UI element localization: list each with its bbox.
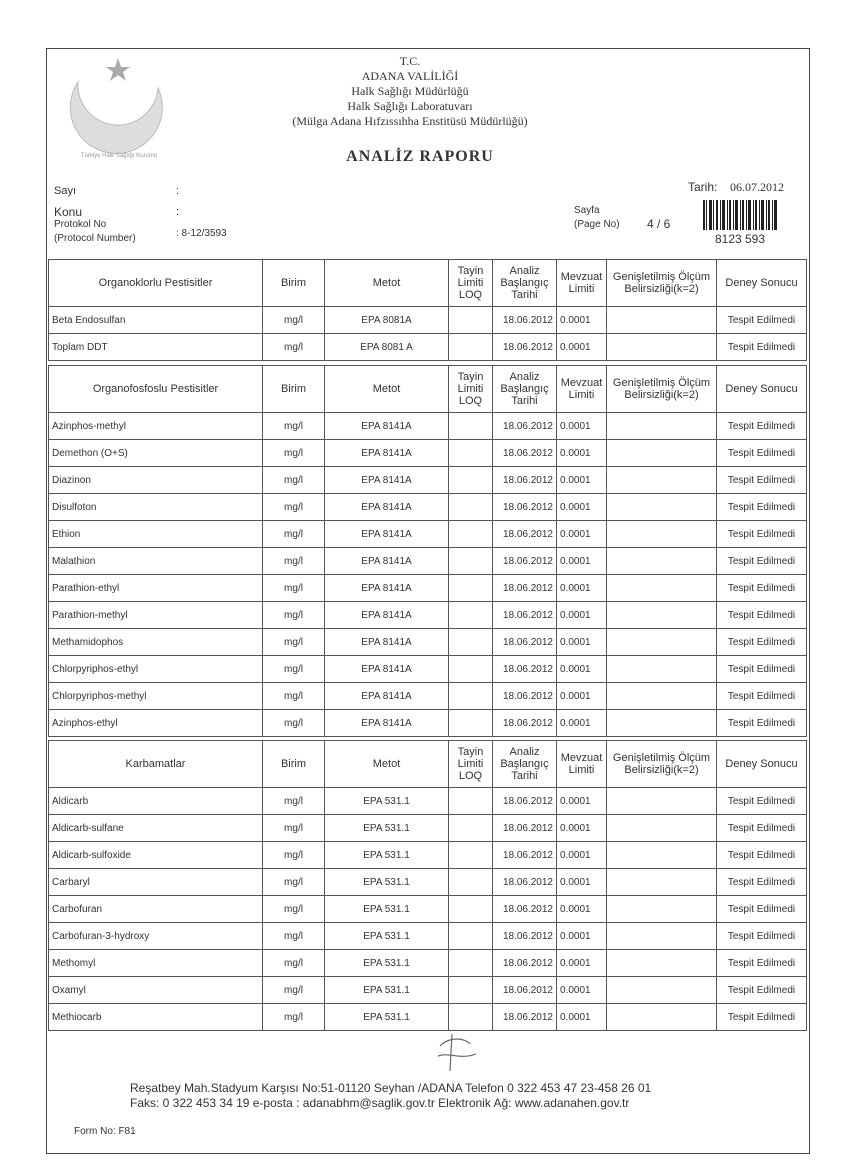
cell-loq <box>449 494 493 521</box>
cell-loq <box>449 869 493 896</box>
section-header-row <box>49 260 807 307</box>
cell-limit: 0.0001 <box>557 602 607 629</box>
cell-method: EPA 8141A <box>325 602 449 629</box>
cell-unit: mg/l <box>263 896 325 923</box>
cell-loq <box>449 307 493 334</box>
column-header-tayin: Tayin Limiti LOQ <box>449 741 493 788</box>
cell-method: EPA 531.1 <box>325 977 449 1004</box>
cell-result: Tespit Edilmedi <box>717 788 807 815</box>
cell-unit: mg/l <box>263 494 325 521</box>
cell-limit: 0.0001 <box>557 494 607 521</box>
table-row <box>49 440 807 467</box>
cell-limit: 0.0001 <box>557 413 607 440</box>
column-header-deney: Deney Sonucu <box>717 366 807 413</box>
cell-loq <box>449 629 493 656</box>
cell-method: EPA 531.1 <box>325 923 449 950</box>
cell-unc <box>607 494 717 521</box>
konu-label: Konu <box>54 205 83 219</box>
table-row <box>49 977 807 1004</box>
cell-loq <box>449 334 493 361</box>
cell-unit: mg/l <box>263 788 325 815</box>
cell-loq <box>449 710 493 737</box>
cell-method: EPA 8141A <box>325 629 449 656</box>
table-row <box>49 307 807 334</box>
cell-unc <box>607 467 717 494</box>
cell-unit: mg/l <box>263 548 325 575</box>
cell-unc <box>607 815 717 842</box>
sayfa-label: Sayfa <box>574 205 600 216</box>
cell-result: Tespit Edilmedi <box>717 1004 807 1031</box>
cell-unc <box>607 683 717 710</box>
cell-limit: 0.0001 <box>557 923 607 950</box>
cell-unc <box>607 923 717 950</box>
cell-loq <box>449 440 493 467</box>
cell-method: EPA 8141A <box>325 656 449 683</box>
cell-result: Tespit Edilmedi <box>717 950 807 977</box>
cell-loq <box>449 896 493 923</box>
cell-name: Beta Endosulfan <box>49 307 263 334</box>
table-row <box>49 896 807 923</box>
column-header-birim: Birim <box>263 741 325 788</box>
cell-unc <box>607 656 717 683</box>
protokol-label: Protokol No <box>54 219 107 230</box>
cell-limit: 0.0001 <box>557 683 607 710</box>
cell-limit: 0.0001 <box>557 710 607 737</box>
sayi-colon: : <box>176 185 180 197</box>
cell-result: Tespit Edilmedi <box>717 334 807 361</box>
cell-limit: 0.0001 <box>557 788 607 815</box>
cell-date: 18.06.2012 <box>493 977 557 1004</box>
cell-unc <box>607 334 717 361</box>
cell-unit: mg/l <box>263 521 325 548</box>
cell-method: EPA 8141A <box>325 440 449 467</box>
cell-method: EPA 8141A <box>325 494 449 521</box>
header-line-former-name: (Mülga Adana Hıfzıssıhha Enstitüsü Müdürlüğü) <box>292 114 528 128</box>
column-header-metot: Metot <box>325 366 449 413</box>
cell-unc <box>607 788 717 815</box>
cell-date: 18.06.2012 <box>493 548 557 575</box>
header-line-tc: T.C. <box>399 54 421 68</box>
cell-name: Oxamyl <box>49 977 263 1004</box>
cell-result: Tespit Edilmedi <box>717 629 807 656</box>
cell-unc <box>607 521 717 548</box>
cell-method: EPA 8141A <box>325 521 449 548</box>
cell-date: 18.06.2012 <box>493 683 557 710</box>
cell-loq <box>449 842 493 869</box>
table-row <box>49 683 807 710</box>
form-number: Form No: F81 <box>74 1126 136 1137</box>
cell-loq <box>449 548 493 575</box>
column-header-tayin: Tayin Limiti LOQ <box>449 366 493 413</box>
cell-date: 18.06.2012 <box>493 440 557 467</box>
cell-unc <box>607 629 717 656</box>
cell-unit: mg/l <box>263 413 325 440</box>
cell-name: Carbofuran <box>49 896 263 923</box>
cell-unit: mg/l <box>263 710 325 737</box>
cell-method: EPA 8141A <box>325 710 449 737</box>
cell-unit: mg/l <box>263 334 325 361</box>
table-row <box>49 467 807 494</box>
cell-date: 18.06.2012 <box>493 602 557 629</box>
cell-name: Malathion <box>49 548 263 575</box>
column-header-tayin: Tayin Limiti LOQ <box>449 260 493 307</box>
cell-unit: mg/l <box>263 467 325 494</box>
cell-name: Aldicarb <box>49 788 263 815</box>
cell-unc <box>607 1004 717 1031</box>
cell-limit: 0.0001 <box>557 656 607 683</box>
cell-loq <box>449 602 493 629</box>
table-row <box>49 710 807 737</box>
cell-result: Tespit Edilmedi <box>717 575 807 602</box>
cell-unit: mg/l <box>263 869 325 896</box>
cell-result: Tespit Edilmedi <box>717 521 807 548</box>
cell-loq <box>449 683 493 710</box>
section-header-row <box>49 741 807 788</box>
cell-loq <box>449 656 493 683</box>
cell-limit: 0.0001 <box>557 977 607 1004</box>
table-row <box>49 815 807 842</box>
cell-date: 18.06.2012 <box>493 656 557 683</box>
cell-result: Tespit Edilmedi <box>717 842 807 869</box>
cell-limit: 0.0001 <box>557 815 607 842</box>
column-header-deney: Deney Sonucu <box>717 741 807 788</box>
cell-result: Tespit Edilmedi <box>717 869 807 896</box>
cell-date: 18.06.2012 <box>493 494 557 521</box>
table-row <box>49 950 807 977</box>
cell-date: 18.06.2012 <box>493 334 557 361</box>
cell-name: Azinphos-ethyl <box>49 710 263 737</box>
sayfa-value: 4 / 6 <box>647 217 671 231</box>
cell-result: Tespit Edilmedi <box>717 683 807 710</box>
table-row <box>49 656 807 683</box>
cell-limit: 0.0001 <box>557 575 607 602</box>
table-row <box>49 869 807 896</box>
cell-date: 18.06.2012 <box>493 950 557 977</box>
header-line-laboratory: Halk Sağlığı Laboratuvarı <box>347 99 473 113</box>
organophosphate-table <box>48 365 807 737</box>
cell-limit: 0.0001 <box>557 896 607 923</box>
cell-limit: 0.0001 <box>557 1004 607 1031</box>
letterhead <box>230 54 590 129</box>
cell-method: EPA 531.1 <box>325 1004 449 1031</box>
cell-method: EPA 8141A <box>325 683 449 710</box>
cell-unit: mg/l <box>263 602 325 629</box>
cell-unc <box>607 602 717 629</box>
barcode-number: 8123 593 <box>700 232 780 246</box>
cell-name: Methiocarb <box>49 1004 263 1031</box>
cell-name: Azinphos-methyl <box>49 413 263 440</box>
cell-limit: 0.0001 <box>557 521 607 548</box>
cell-name: Aldicarb-sulfane <box>49 815 263 842</box>
cell-unc <box>607 710 717 737</box>
cell-result: Tespit Edilmedi <box>717 896 807 923</box>
table-row <box>49 629 807 656</box>
cell-result: Tespit Edilmedi <box>717 977 807 1004</box>
cell-date: 18.06.2012 <box>493 521 557 548</box>
cell-method: EPA 531.1 <box>325 842 449 869</box>
column-header-mevzuat: Mevzuat Limiti <box>557 260 607 307</box>
cell-loq <box>449 950 493 977</box>
table-row <box>49 602 807 629</box>
column-header-birim: Birim <box>263 260 325 307</box>
header-line-directorate: Halk Sağlığı Müdürlüğü <box>351 84 469 98</box>
cell-unc <box>607 896 717 923</box>
cell-name: Disulfoton <box>49 494 263 521</box>
cell-unc <box>607 869 717 896</box>
table-row <box>49 521 807 548</box>
cell-loq <box>449 413 493 440</box>
column-header-analiz: Analiz Başlangıç Tarihi <box>493 260 557 307</box>
cell-date: 18.06.2012 <box>493 413 557 440</box>
cell-name: Methamidophos <box>49 629 263 656</box>
cell-loq <box>449 923 493 950</box>
cell-name: Ethion <box>49 521 263 548</box>
section-title: Organofosfoslu Pestisitler <box>49 366 263 413</box>
cell-method: EPA 8141A <box>325 413 449 440</box>
column-header-mevzuat: Mevzuat Limiti <box>557 741 607 788</box>
cell-method: EPA 8081A <box>325 307 449 334</box>
cell-result: Tespit Edilmedi <box>717 815 807 842</box>
column-header-mevzuat: Mevzuat Limiti <box>557 366 607 413</box>
cell-date: 18.06.2012 <box>493 710 557 737</box>
cell-unc <box>607 950 717 977</box>
cell-result: Tespit Edilmedi <box>717 656 807 683</box>
column-header-analiz: Analiz Başlangıç Tarihi <box>493 741 557 788</box>
cell-loq <box>449 521 493 548</box>
cell-method: EPA 531.1 <box>325 950 449 977</box>
cell-unc <box>607 440 717 467</box>
cell-limit: 0.0001 <box>557 440 607 467</box>
column-header-birim: Birim <box>263 366 325 413</box>
cell-unit: mg/l <box>263 575 325 602</box>
table-row <box>49 923 807 950</box>
cell-unc <box>607 307 717 334</box>
table-row <box>49 494 807 521</box>
cell-method: EPA 8141A <box>325 467 449 494</box>
cell-date: 18.06.2012 <box>493 307 557 334</box>
cell-limit: 0.0001 <box>557 950 607 977</box>
cell-unit: mg/l <box>263 683 325 710</box>
cell-name: Chlorpyriphos-methyl <box>49 683 263 710</box>
cell-loq <box>449 815 493 842</box>
konu-colon: : <box>176 206 180 218</box>
cell-limit: 0.0001 <box>557 467 607 494</box>
cell-limit: 0.0001 <box>557 548 607 575</box>
cell-date: 18.06.2012 <box>493 629 557 656</box>
cell-result: Tespit Edilmedi <box>717 710 807 737</box>
header-line-governorship: ADANA VALİLİĞİ <box>361 69 459 83</box>
column-header-metot: Metot <box>325 260 449 307</box>
cell-method: EPA 531.1 <box>325 896 449 923</box>
cell-unc <box>607 842 717 869</box>
table-row <box>49 788 807 815</box>
cell-method: EPA 8141A <box>325 575 449 602</box>
protokol-label-en: (Protocol Number) <box>54 233 136 244</box>
cell-result: Tespit Edilmedi <box>717 413 807 440</box>
cell-limit: 0.0001 <box>557 869 607 896</box>
cell-date: 18.06.2012 <box>493 788 557 815</box>
cell-date: 18.06.2012 <box>493 815 557 842</box>
cell-unit: mg/l <box>263 950 325 977</box>
cell-unc <box>607 548 717 575</box>
section-title: Organoklorlu Pestisitler <box>49 260 263 307</box>
cell-loq <box>449 788 493 815</box>
cell-loq <box>449 977 493 1004</box>
protokol-value: : 8-12/3593 <box>176 228 227 239</box>
table-row <box>49 842 807 869</box>
cell-unc <box>607 977 717 1004</box>
cell-name: Chlorpyriphos-ethyl <box>49 656 263 683</box>
cell-unit: mg/l <box>263 629 325 656</box>
cell-unit: mg/l <box>263 307 325 334</box>
cell-loq <box>449 467 493 494</box>
cell-result: Tespit Edilmedi <box>717 440 807 467</box>
cell-date: 18.06.2012 <box>493 467 557 494</box>
logo-caption: Türkiye Halk Sağlığı Kurumu <box>80 153 158 159</box>
cell-method: EPA 8081 A <box>325 334 449 361</box>
section-header-row <box>49 366 807 413</box>
organochlorine-table <box>48 259 807 361</box>
cell-name: Carbofuran-3-hydroxy <box>49 923 263 950</box>
column-header-analiz: Analiz Başlangıç Tarihi <box>493 366 557 413</box>
cell-name: Carbaryl <box>49 869 263 896</box>
cell-method: EPA 531.1 <box>325 869 449 896</box>
cell-name: Toplam DDT <box>49 334 263 361</box>
cell-result: Tespit Edilmedi <box>717 923 807 950</box>
carbamate-table <box>48 740 807 1031</box>
table-row <box>49 575 807 602</box>
cell-date: 18.06.2012 <box>493 1004 557 1031</box>
cell-unit: mg/l <box>263 656 325 683</box>
report-title: ANALİZ RAPORU <box>346 148 494 165</box>
cell-limit: 0.0001 <box>557 307 607 334</box>
footer-address <box>130 1081 730 1111</box>
cell-loq <box>449 575 493 602</box>
cell-unit: mg/l <box>263 842 325 869</box>
cell-name: Aldicarb-sulfoxide <box>49 842 263 869</box>
cell-date: 18.06.2012 <box>493 896 557 923</box>
tarih-value: 06.07.2012 <box>730 180 784 194</box>
cell-method: EPA 531.1 <box>325 788 449 815</box>
cell-result: Tespit Edilmedi <box>717 548 807 575</box>
cell-name: Methomyl <box>49 950 263 977</box>
cell-result: Tespit Edilmedi <box>717 467 807 494</box>
cell-date: 18.06.2012 <box>493 842 557 869</box>
cell-unc <box>607 413 717 440</box>
cell-date: 18.06.2012 <box>493 869 557 896</box>
cell-limit: 0.0001 <box>557 842 607 869</box>
cell-date: 18.06.2012 <box>493 923 557 950</box>
column-header-genis: Genişletilmiş Ölçüm Belirsizliği(k=2) <box>607 260 717 307</box>
cell-unc <box>607 575 717 602</box>
sayfa-label-en: (Page No) <box>574 219 620 230</box>
signature <box>420 1026 490 1076</box>
cell-method: EPA 8141A <box>325 548 449 575</box>
cell-result: Tespit Edilmedi <box>717 494 807 521</box>
cell-date: 18.06.2012 <box>493 575 557 602</box>
table-row <box>49 334 807 361</box>
cell-unit: mg/l <box>263 440 325 467</box>
column-header-metot: Metot <box>325 741 449 788</box>
cell-method: EPA 531.1 <box>325 815 449 842</box>
cell-result: Tespit Edilmedi <box>717 307 807 334</box>
cell-unit: mg/l <box>263 815 325 842</box>
cell-result: Tespit Edilmedi <box>717 602 807 629</box>
cell-name: Demethon (O+S) <box>49 440 263 467</box>
section-title: Karbamatlar <box>49 741 263 788</box>
footer-contact-line: Faks: 0 322 453 34 19 e-posta : adanabhm@saglik.gov.tr Elektronik Ağ: www.adanahen.gov.tr <box>130 1096 630 1110</box>
sayi-label: Sayı <box>54 185 77 197</box>
cell-unit: mg/l <box>263 923 325 950</box>
table-row <box>49 413 807 440</box>
cell-limit: 0.0001 <box>557 334 607 361</box>
cell-unit: mg/l <box>263 977 325 1004</box>
cell-name: Parathion-ethyl <box>49 575 263 602</box>
column-header-deney: Deney Sonucu <box>717 260 807 307</box>
cell-name: Parathion-methyl <box>49 602 263 629</box>
table-row <box>49 548 807 575</box>
column-header-genis: Genişletilmiş Ölçüm Belirsizliği(k=2) <box>607 366 717 413</box>
cell-name: Diazinon <box>49 467 263 494</box>
cell-limit: 0.0001 <box>557 629 607 656</box>
tarih-label: Tarih: <box>688 180 718 194</box>
column-header-genis: Genişletilmiş Ölçüm Belirsizliği(k=2) <box>607 741 717 788</box>
cell-unit: mg/l <box>263 1004 325 1031</box>
barcode <box>703 200 777 230</box>
footer-address-line: Reşatbey Mah.Stadyum Karşısı No:51-01120 Seyhan /ADANA Telefon 0 322 453 47 23-458 26 01 <box>130 1081 652 1095</box>
